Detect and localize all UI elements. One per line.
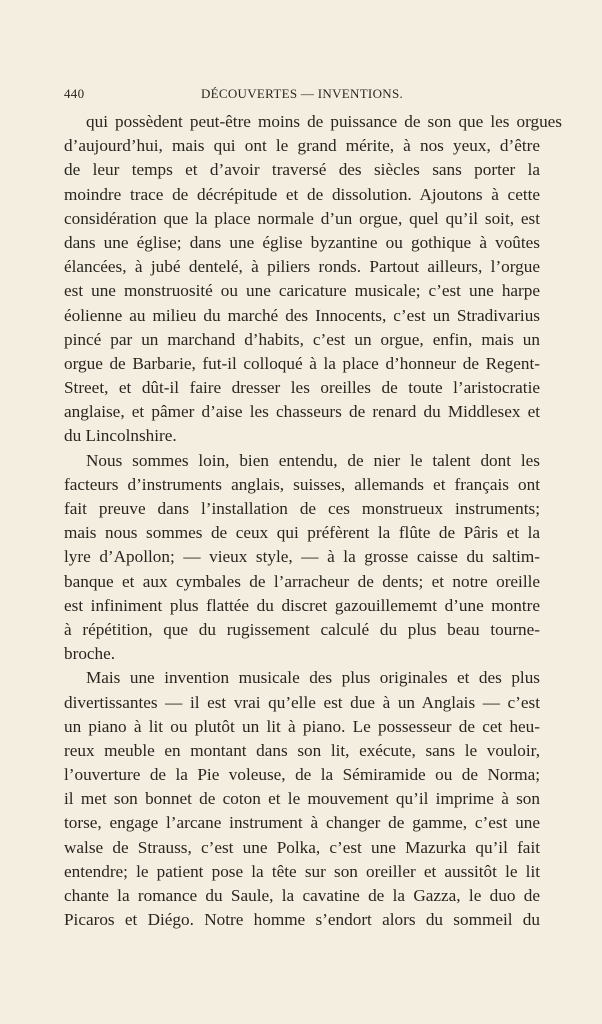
text-line: walse de Strauss, c’est une Polka, c’est une Mazurka qu’il fait [64, 837, 540, 857]
text-line: l’ouverture de la Pie voleuse, de la Sémiramide ou de Norma; [64, 765, 540, 785]
text-line: lyre d’Apollon; — vieux style, — à la grosse caisse du saltim- [64, 547, 540, 567]
text-line: considération que la place normale d’un orgue, quel qu’il soit, est [64, 208, 540, 228]
text-line: mais nous sommes de ceux qui préfèrent la flûte de Pâris et la [64, 523, 540, 543]
text-line: éolienne au milieu du marché des Innocents, c’est un Stradivarius [64, 305, 540, 325]
text-line: de leur temps et d’avoir traversé des siècles sans porter la [64, 160, 540, 180]
text-line: Nous sommes loin, bien entendu, de nier le talent dont les [86, 450, 540, 470]
paragraph-1 [64, 110, 562, 449]
text-line: orgue de Barbarie, fut-il colloqué à la place d’honneur de Regent- [64, 353, 540, 373]
text-line: entendre; le patient pose la tête sur son oreiller et aussitôt le lit [64, 861, 540, 881]
text-line: divertissantes — il est vrai qu’elle est due à un Anglais — c’est [64, 692, 540, 712]
text-line: moindre trace de décrépitude et de dissolution. Ajoutons à cette [64, 184, 540, 204]
text-line: du Lincolnshire. [64, 426, 177, 446]
text-line: banque et aux cymbales de l’arracheur de dents; et notre oreille [64, 571, 540, 591]
paragraph-2 [64, 449, 540, 667]
text-line: Street, et dût-il faire dresser les oreilles de toute l’aristocratie [64, 378, 540, 398]
text-line: chante la romance du Saule, la cavatine de la Gazza, le duo de [64, 886, 540, 905]
text-line: fait preuve dans l’installation de ces monstrueux instruments; [64, 499, 540, 518]
text-line: Mais une invention musicale des plus originales et des plus [86, 668, 540, 688]
text-line: pincé par un marchand d’habits, c’est un orgue, enfin, mais un [64, 329, 540, 349]
text-line: est une monstruosité ou une caricature musicale; c’est une harpe [64, 281, 540, 301]
text-line: qui possèdent peut-être moins de puissance de son que les orgues [86, 112, 562, 131]
text-line: torse, engage l’arcane instrument à changer de gamme, c’est une [64, 813, 540, 833]
text-line: facteurs d’instruments anglais, suisses, allemands et français ont [64, 474, 540, 494]
text-line: anglaise, et pâmer d’aise les chasseurs de renard du Middlesex et [64, 402, 540, 422]
text-line: reux meuble en montant dans son lit, exécute, sans le vouloir, [64, 740, 540, 760]
text-line: il met son bonnet de coton et le mouvement qu’il imprime à son [64, 789, 540, 809]
page-header [64, 86, 540, 106]
text-line: élancées, à jubé dentelé, à piliers ronds. Partout ailleurs, l’orgue [64, 257, 540, 277]
text-line: broche. [64, 644, 116, 664]
paragraph-3 [64, 666, 540, 932]
text-line: Picaros et Diégo. Notre homme s’endort alors du sommeil du [64, 910, 540, 930]
page-number: 440 [64, 86, 85, 101]
text-line: un piano à lit ou plutôt un lit à piano. Le possesseur de cet heu- [64, 716, 540, 736]
page-body [64, 110, 562, 932]
text-line: dans une église; dans une église byzantine ou gothique à voûtes [64, 232, 540, 252]
text-line: à répétition, que du rugissement calculé du plus beau tourne- [64, 619, 540, 639]
text-line: est infiniment plus flattée du discret gazouillememt d’une montre [64, 595, 540, 615]
running-head: DÉCOUVERTES — INVENTIONS. [200, 86, 404, 101]
text-line: d’aujourd’hui, mais qui ont le grand mérite, à nos yeux, d’être [64, 136, 540, 156]
